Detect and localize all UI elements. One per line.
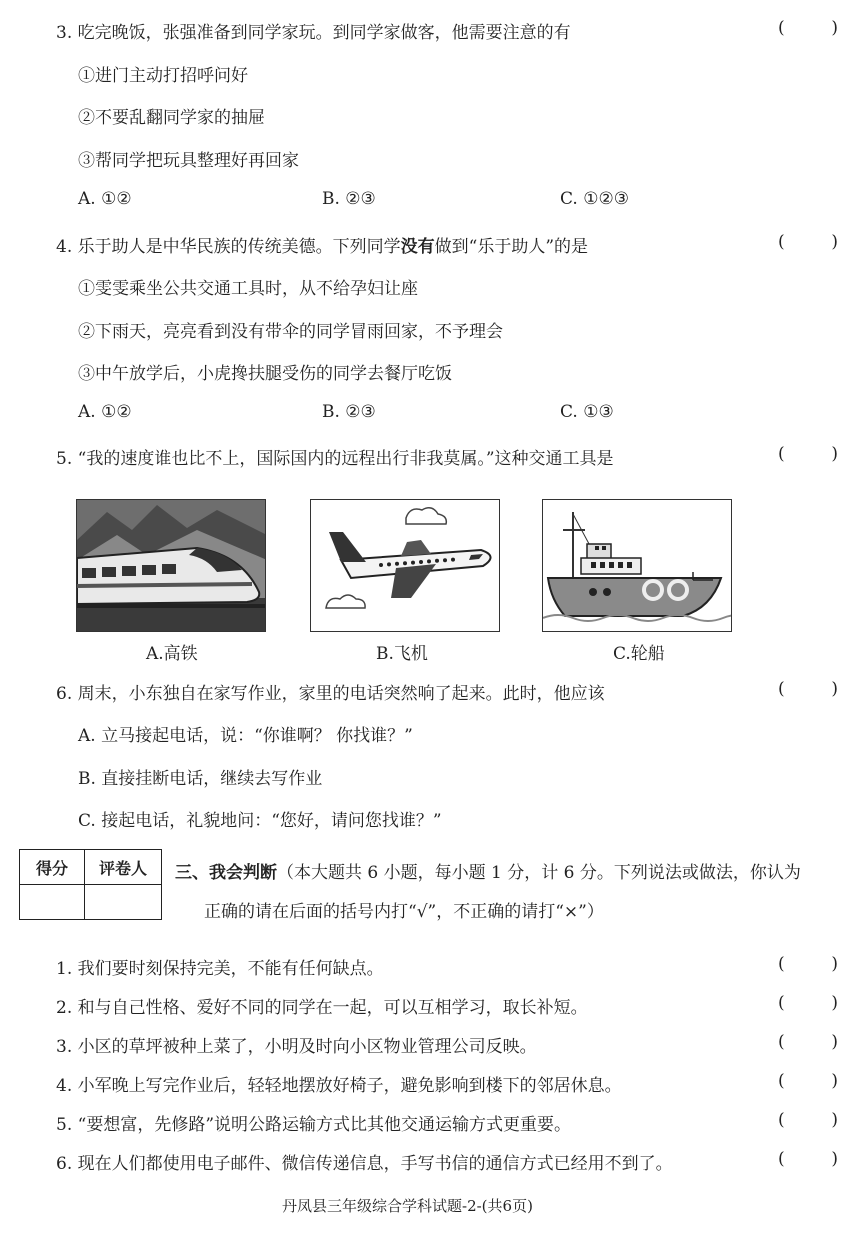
- q6-option-b: B. 直接挂断电话，继续去写作业: [78, 769, 323, 789]
- q6-stem: 6. 周末，小东独自在家写作业，家里的电话突然响了起来。此时，他应该: [56, 684, 605, 704]
- q4-option-b: B. ②③: [322, 402, 376, 422]
- judge-item-5: 5. “要想富，先修路”说明公路运输方式比其他交通运输方式更重要。: [56, 1115, 572, 1135]
- ship-icon: [543, 500, 732, 632]
- caption-airplane: B.飞机: [376, 644, 428, 664]
- judge-item-1-paren[interactable]: ( ): [778, 954, 838, 974]
- q4-option-a: A. ①②: [78, 402, 132, 422]
- caption-ship: C.轮船: [613, 644, 665, 664]
- airplane-picture[interactable]: [310, 499, 500, 632]
- score-cell[interactable]: [20, 885, 85, 920]
- judge-item-5-paren[interactable]: ( ): [778, 1110, 838, 1130]
- score-table: [19, 849, 162, 920]
- grader-header: 评卷人: [85, 850, 162, 885]
- judge-item-6: 6. 现在人们都使用电子邮件、微信传递信息，手写书信的通信方式已经用不到了。: [56, 1154, 673, 1174]
- q6-option-c: C. 接起电话，礼貌地问：“您好，请问您找谁？”: [78, 811, 442, 831]
- judge-item-4-paren[interactable]: ( ): [778, 1071, 838, 1091]
- judge-item-3-paren[interactable]: ( ): [778, 1032, 838, 1052]
- judge-item-3: 3. 小区的草坪被种上菜了，小明及时向小区物业管理公司反映。: [56, 1037, 537, 1057]
- q4-option-c: C. ①③: [560, 402, 614, 422]
- q4-emphasis: 没有: [400, 237, 435, 257]
- q4-item-1: ①雯雯乘坐公共交通工具时，从不给孕妇让座: [78, 279, 418, 299]
- score-header: 得分: [20, 850, 85, 885]
- high-speed-train-icon: [77, 500, 266, 632]
- judge-item-1: 1. 我们要时刻保持完美，不能有任何缺点。: [56, 959, 384, 979]
- ship-picture[interactable]: [542, 499, 732, 632]
- q3-option-c: C. ①②③: [560, 189, 629, 209]
- caption-train: A.高铁: [146, 644, 198, 664]
- judge-item-6-paren[interactable]: ( ): [778, 1149, 838, 1169]
- q3-answer-paren[interactable]: ( ): [778, 18, 838, 38]
- q3-item-2: ②不要乱翻同学家的抽屉: [78, 108, 265, 128]
- grader-cell[interactable]: [85, 885, 162, 920]
- q4-item-2: ②下雨天，亮亮看到没有带伞的同学冒雨回家，不予理会: [78, 322, 503, 342]
- judge-item-2: 2. 和与自己性格、爱好不同的同学在一起，可以互相学习，取长补短。: [56, 998, 588, 1018]
- page-footer: 丹凤县三年级综合学科试题-2-(共6页): [282, 1197, 533, 1215]
- judge-item-4: 4. 小军晚上写完作业后，轻轻地摆放好椅子，避免影响到楼下的邻居休息。: [56, 1076, 622, 1096]
- section3-header: [175, 858, 801, 883]
- q6-option-a: A. 立马接起电话，说：“你谁啊？ 你找谁？”: [78, 726, 413, 746]
- section3-title: 三、我会判断: [175, 863, 277, 883]
- q5-answer-paren[interactable]: ( ): [778, 444, 838, 464]
- q4-item-3: ③中午放学后，小虎搀扶腿受伤的同学去餐厅吃饭: [78, 364, 452, 384]
- section3-desc-2: 正确的请在后面的括号内打“√”，不正确的请打“×”）: [204, 902, 604, 922]
- q4-stem: 4. 乐于助人是中华民族的传统美德。下列同学没有做到“乐于助人”的是: [56, 237, 589, 257]
- q3-item-3: ③帮同学把玩具整理好再回家: [78, 151, 299, 171]
- q3-option-b: B. ②③: [322, 189, 376, 209]
- q4-answer-paren[interactable]: ( ): [778, 232, 838, 252]
- airplane-icon: [311, 500, 500, 632]
- q6-answer-paren[interactable]: ( ): [778, 679, 838, 699]
- judge-item-2-paren[interactable]: ( ): [778, 993, 838, 1013]
- q3-stem: 3. 吃完晚饭，张强准备到同学家玩。到同学家做客，他需要注意的有: [56, 23, 571, 43]
- q3-option-a: A. ①②: [78, 189, 132, 209]
- q3-item-1: ①进门主动打招呼问好: [78, 66, 248, 86]
- q5-stem: 5. “我的速度谁也比不上，国际国内的远程出行非我莫属。”这种交通工具是: [56, 449, 614, 469]
- section3-desc-1: （本大题共 6 小题，每小题 1 分，计 6 分。下列说法或做法，你认为: [277, 863, 801, 883]
- train-picture[interactable]: [76, 499, 266, 632]
